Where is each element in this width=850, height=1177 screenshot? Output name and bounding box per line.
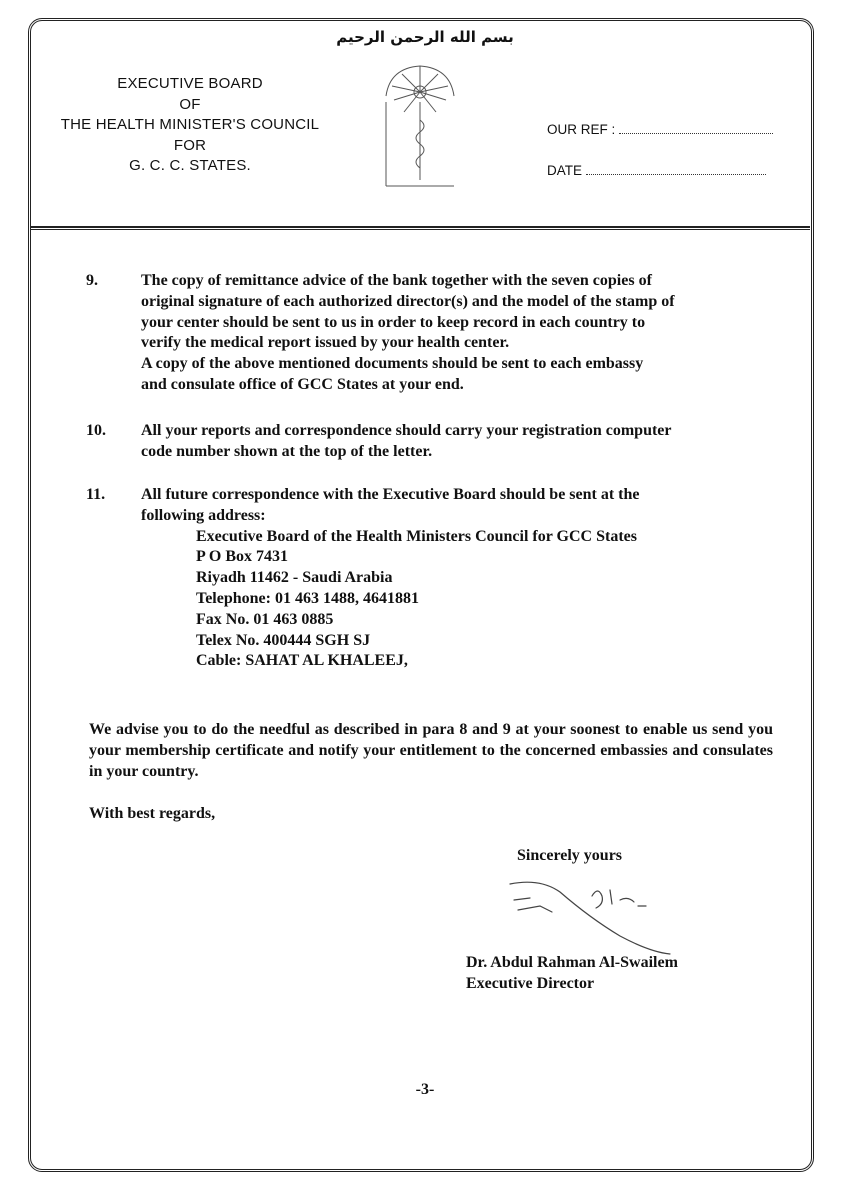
signer-block: [466, 953, 678, 995]
org-line: EXECUTIVE BOARD: [117, 75, 263, 92]
date-field: [547, 163, 766, 178]
address-line: Telephone: 01 463 1488, 4641881: [196, 589, 419, 607]
org-line: G. C. C. STATES.: [129, 157, 251, 174]
item-text: [141, 271, 741, 396]
text-line: following address:: [141, 506, 266, 524]
item-number: 10.: [86, 422, 106, 439]
item-text: [141, 485, 741, 672]
mailing-address: [196, 527, 741, 673]
item-number: 9.: [86, 272, 98, 289]
sincerely-line: Sincerely yours: [517, 847, 623, 864]
org-line: FOR: [173, 136, 207, 154]
text-line: All future correspondence with the Executive Board should be sent at the: [141, 486, 640, 503]
bismillah-heading: بسم الله الرحمن الرحيم: [336, 28, 514, 46]
text-line: your center should be sent to us in order to keep record in each country to: [141, 313, 646, 331]
regards-line: With best regards,: [89, 805, 216, 822]
organization-name: [40, 74, 340, 177]
address-line: P O Box 7431: [196, 548, 289, 566]
item-number: 11.: [86, 486, 106, 503]
address-line: Fax No. 01 463 0885: [196, 610, 334, 628]
text-line: All your reports and correspondence should carry your registration computer: [141, 422, 672, 439]
text-line: verify the medical report issued by your health center.: [141, 334, 510, 352]
council-emblem-logo: [380, 62, 460, 194]
org-line: THE HEALTH MINISTER'S COUNCIL: [60, 116, 320, 133]
closing-paragraph: We advise you to do the needful as described in para 8 and 9 at your soonest to enable us send you your membership certificate and notify your entitlement to the concerned embassies and consulates in your country.: [89, 721, 773, 780]
text-line: original signature of each authorized director(s) and the model of the stamp of: [141, 292, 675, 310]
date-blank: [586, 163, 766, 175]
date-label: DATE: [547, 163, 583, 178]
handwritten-signature: [500, 870, 690, 960]
address-line: Cable: SAHAT AL KHALEEJ,: [196, 652, 408, 670]
page-number: -3-: [415, 1081, 435, 1098]
address-line: Riyadh 11462 - Saudi Arabia: [196, 569, 393, 587]
signer-title: Executive Director: [466, 974, 595, 992]
text-line: A copy of the above mentioned documents should be sent to each embassy: [141, 355, 644, 373]
signer-name: Dr. Abdul Rahman Al-Swailem: [466, 954, 678, 971]
org-line: OF: [179, 95, 201, 113]
item-text: [141, 421, 741, 463]
our-ref-blank: [619, 122, 773, 134]
address-line: Executive Board of the Health Ministers Council for GCC States: [196, 527, 637, 545]
text-line: code number shown at the top of the letter.: [141, 442, 433, 460]
text-line: and consulate office of GCC States at your end.: [141, 375, 464, 393]
text-line: The copy of remittance advice of the bank together with the seven copies of: [141, 272, 652, 289]
address-line: Telex No. 400444 SGH SJ: [196, 631, 371, 649]
our-ref-label: OUR REF :: [547, 122, 616, 137]
header-divider: [30, 226, 810, 230]
our-ref-field: [547, 122, 773, 137]
